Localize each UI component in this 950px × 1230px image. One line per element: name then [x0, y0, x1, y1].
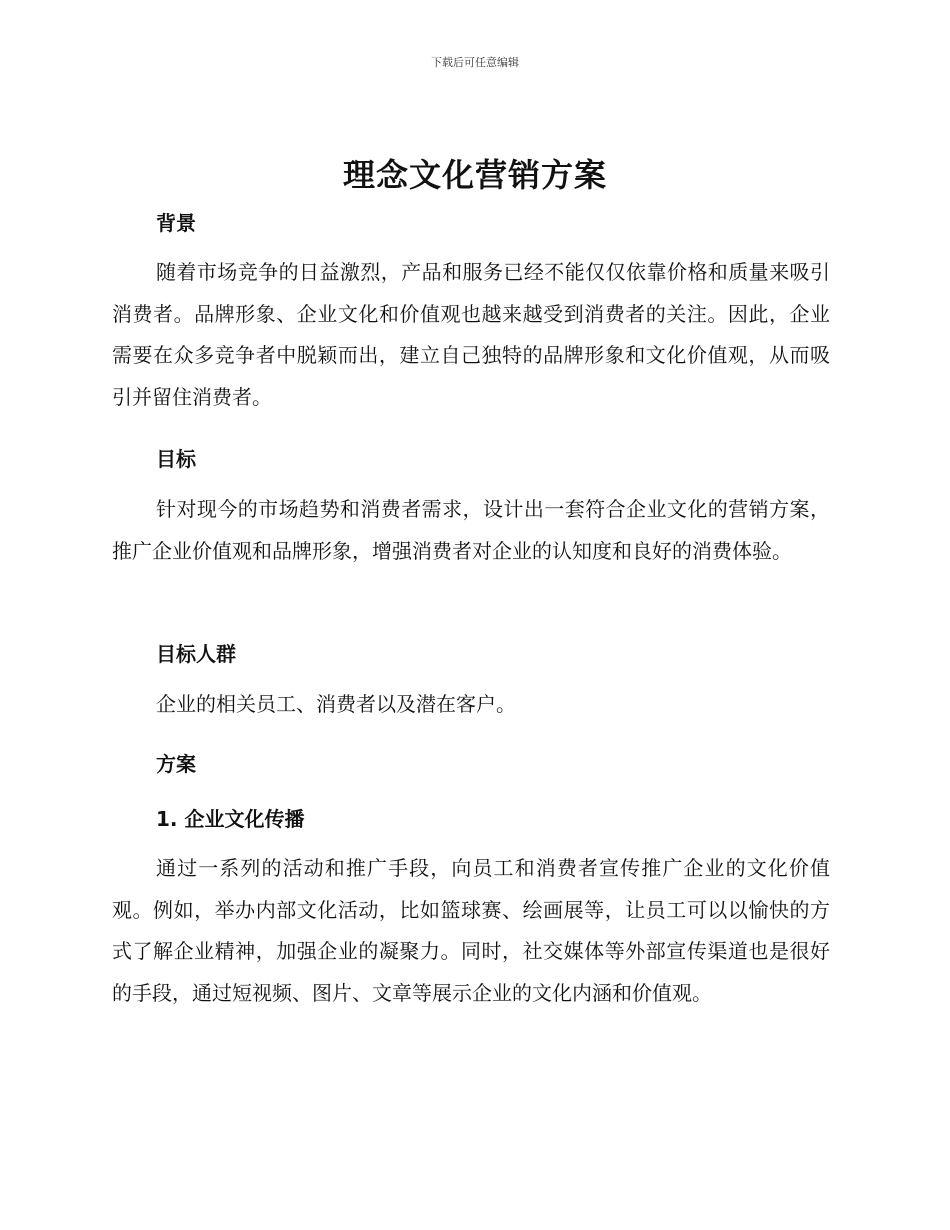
paragraph-goal: 针对现今的市场趋势和消费者需求，设计出一套符合企业文化的营销方案，推广企业价值观和品牌形象，增强消费者对企业的认知度和良好的消费体验。 — [112, 497, 830, 563]
paragraph-background: 随着市场竞争的日益激烈，产品和服务已经不能仅仅依靠价格和质量来吸引消费者。品牌形象、企业文化和价值观也越来越受到消费者的关注。因此，企业需要在众多竞争者中脱颖而出，建立自己独特的品牌形象和文化价值观，从而吸引并留住消费者。 — [112, 260, 830, 409]
section-heading-goal: 目标 — [156, 447, 196, 471]
paragraph-culture-spread: 通过一系列的活动和推广手段，向员工和消费者宣传推广企业的文化价值观。例如，举办内部文化活动，比如篮球赛、绘画展等，让员工可以以愉快的方式了解企业精神，加强企业的凝聚力。同时，社交媒体等外部宣传渠道也是很好的手段，通过短视频、图片、文章等展示企业的文化内涵和价值观。 — [112, 856, 830, 1005]
section-heading-plan: 方案 — [156, 752, 196, 776]
page-header-note: 下载后可任意编辑 — [431, 56, 519, 69]
section-heading-background: 背景 — [156, 211, 196, 235]
paragraph-audience: 企业的相关员工、消费者以及潜在客户。 — [156, 692, 516, 716]
subsection-heading-culture-spread: 1. 企业文化传播 — [156, 807, 305, 831]
document-title: 理念文化营销方案 — [342, 156, 607, 194]
section-heading-audience: 目标人群 — [156, 642, 236, 666]
